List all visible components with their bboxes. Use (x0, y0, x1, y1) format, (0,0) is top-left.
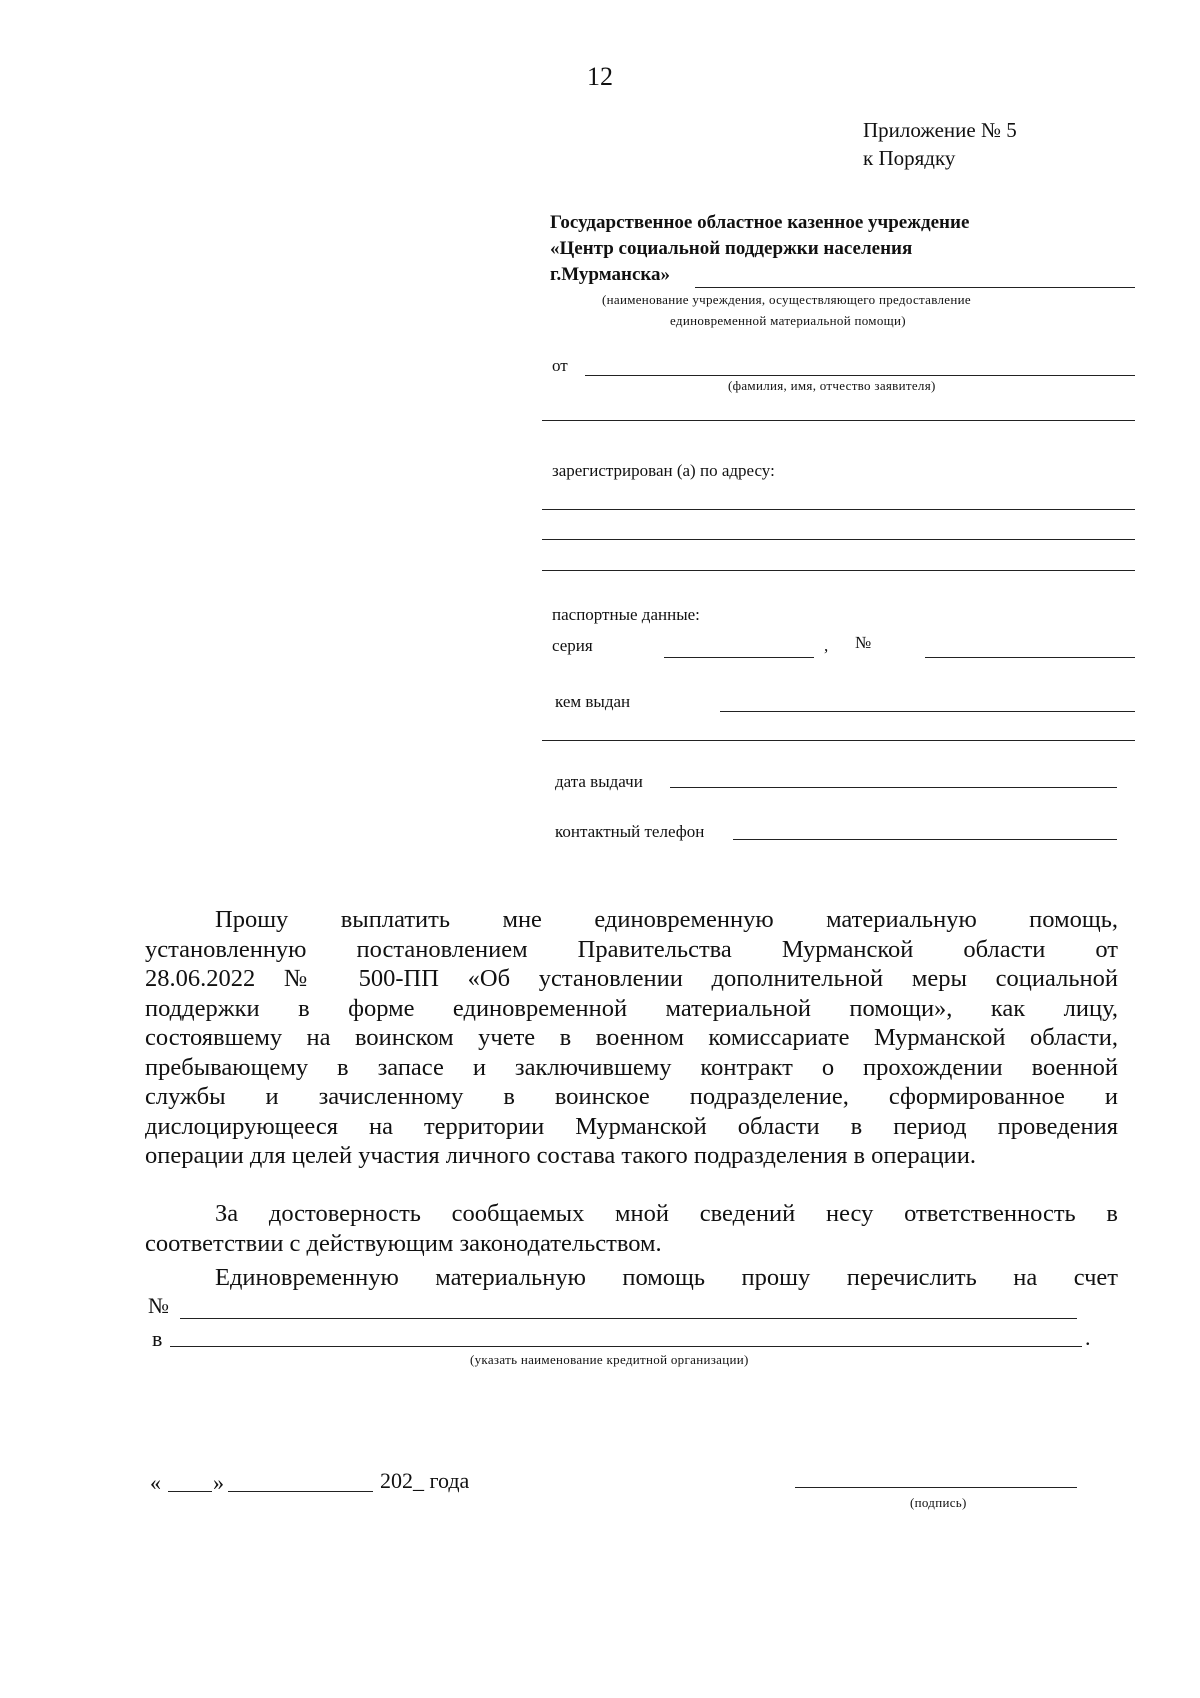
number-label: № (855, 633, 872, 652)
issued-by-label: кем выдан (555, 692, 631, 711)
date-day-field[interactable] (168, 1491, 212, 1492)
account-number-label: № (148, 1293, 169, 1318)
institution-line-1: Государственное областное казенное учреждение (550, 212, 970, 233)
address-field-line-1[interactable] (542, 509, 1135, 510)
address-label: зарегистрирован (а) по адресу: (552, 461, 775, 480)
passport-label: паспортные данные: (552, 605, 700, 624)
signature-caption: (подпись) (910, 1495, 967, 1510)
from-field[interactable] (585, 375, 1135, 376)
institution-caption-2: единовременной материальной помощи) (670, 313, 906, 328)
body-line: операции для целей участия личного состава такого подразделения в операции. (145, 1142, 976, 1169)
appendix-subtitle: к Порядку (863, 146, 956, 170)
from-caption: (фамилия, имя, отчество заявителя) (728, 378, 936, 393)
institution-underline (695, 287, 1135, 288)
body-line: Прошу выплатить мне единовременную материальную помощь, (215, 906, 1118, 933)
date-close-quote: » (213, 1470, 224, 1495)
phone-label: контактный телефон (555, 822, 705, 841)
body-line: соответствии с действующим законодательством. (145, 1229, 662, 1257)
date-year-text: 202_ года (380, 1468, 470, 1493)
signature-field[interactable] (795, 1487, 1077, 1488)
request-paragraph-1 (145, 905, 1118, 1171)
body-line: службы и зачисленному в воинское подразделение, сформированное и (145, 1083, 1118, 1110)
series-comma: , (824, 636, 829, 655)
date-open-quote: « (150, 1470, 161, 1495)
issued-by-field[interactable] (720, 711, 1135, 712)
bank-caption: (указать наименование кредитной организации) (470, 1352, 749, 1367)
issue-date-label: дата выдачи (555, 772, 643, 791)
address-field-line-3[interactable] (542, 570, 1135, 571)
bank-in-label: в (152, 1326, 163, 1351)
bank-end-dot: . (1085, 1325, 1091, 1350)
series-field[interactable] (664, 657, 814, 658)
appendix-title: Приложение № 5 (863, 118, 1017, 142)
account-number-field[interactable] (180, 1318, 1077, 1319)
body-line: состоявшему на воинском учете в военном комиссариате Мурманской области, (145, 1024, 1118, 1051)
body-line: пребывающему в запасе и заключившему контракт о прохождении военной (145, 1053, 1118, 1081)
from-field-line-2[interactable] (542, 420, 1135, 421)
series-label: серия (552, 636, 593, 655)
date-month-field[interactable] (228, 1491, 373, 1492)
issue-date-field[interactable] (670, 787, 1117, 788)
issued-by-field-line-2[interactable] (542, 740, 1135, 741)
body-line: дислоцирующееся на территории Мурманской области в период проведения (145, 1112, 1118, 1140)
institution-line-2: «Центр социальной поддержки населения (550, 238, 913, 259)
body-line: установленную постановлением Правительства Мурманской области от (145, 935, 1118, 963)
bank-name-field[interactable] (170, 1346, 1082, 1347)
body-line: поддержки в форме единовременной материальной помощи», как лицу, (145, 994, 1118, 1022)
number-field[interactable] (925, 657, 1135, 658)
request-paragraph-3 (145, 1263, 1118, 1293)
body-line: 28.06.2022 № 500-ПП «Об установлении дополнительной меры социальной (145, 965, 1118, 992)
body-line: За достоверность сообщаемых мной сведений несу ответственность в (215, 1200, 1118, 1227)
body-line: Единовременную материальную помощь прошу перечислить на счет (215, 1264, 1118, 1291)
phone-field[interactable] (733, 839, 1117, 840)
from-label: от (552, 356, 568, 375)
request-paragraph-2 (145, 1199, 1118, 1258)
institution-line-3: г.Мурманска» (550, 264, 671, 285)
institution-caption-1: (наименование учреждения, осуществляющего предоставление (602, 292, 971, 307)
page-number: 12 (587, 62, 613, 91)
address-field-line-2[interactable] (542, 539, 1135, 540)
